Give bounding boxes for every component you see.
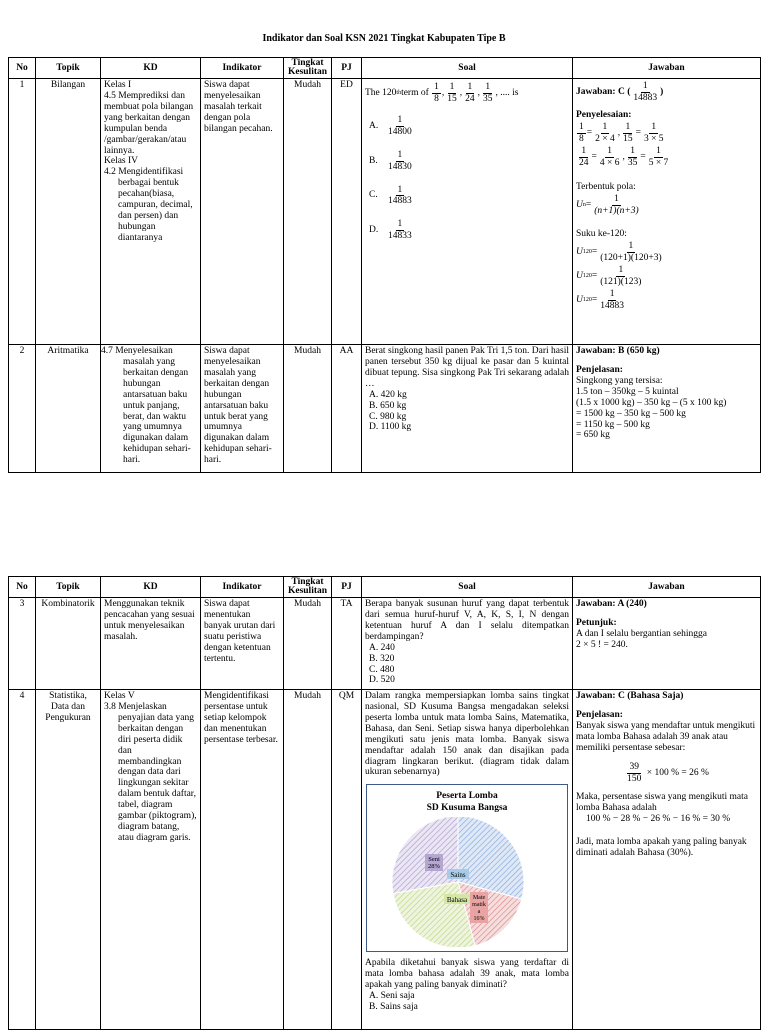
- option-c: C. 980 kg: [369, 411, 407, 422]
- row-jawaban: [573, 79, 761, 345]
- explanation-line: Singkong yang tersisa:: [576, 375, 663, 386]
- table-2: [8, 576, 761, 1030]
- kd-text: 3.8 Menjelaskan penyajian data yang berkaitan dengan diri peserta didik dan membandingkan dengan data dari lingkungan sekitar dalam bentuk daftar, tabel, diagram gambar (piktogram), diagram batang, atau diagram garis.: [104, 701, 197, 843]
- row-pj: QM: [332, 690, 362, 1030]
- row-soal: [362, 598, 573, 690]
- fraction: $\frac{1}{35}$: [483, 82, 493, 104]
- question-text: Dalam rangka mempersiapkan lomba sains tingkat nasional, SD Kusuma Bangsa mengadakan seleksi peserta lomba untuk mata lomba Sains, Matematika, Bahasa, dan Seni. Setiap siswa hanya diperbolehkan mengikuti satu jenis mata lomba. Banyak siswa mendaftar adalah 150 anak dan disajikan pada diagram lingkaran berikut. (diagram tidak dalam ukuran sebenarnya): [365, 691, 569, 778]
- option-b: B. 650 kg: [369, 400, 407, 411]
- header-kd: KD: [101, 58, 201, 79]
- option-a: A. Seni saja: [369, 991, 415, 1002]
- row-indikator: Siswa dapat menentukan banyak urutan dari suatu peristiwa dengan ketentuan tertentu.: [201, 598, 284, 690]
- percentage-formula: $\frac{39}{150}$ × 100 % = 26 %: [627, 761, 709, 784]
- row-soal: [362, 690, 573, 1030]
- answer-line: Jawaban: C ( $\frac{1}{14883}$ ): [576, 81, 664, 103]
- term-formula: U 120 = $\frac{1}{14883}$: [576, 288, 624, 311]
- kd-class-label: Kelas IV: [104, 156, 139, 167]
- solution-fractions: $\frac{1}{24}$ = $\frac{1}{4 \times 6}$ , $\frac{1}{35}$ = $\frac{1}{5 \times 7}$: [579, 145, 669, 168]
- option-b: B. $\frac{1}{14830}$: [369, 149, 412, 172]
- explanation-text: Banyak siswa yang mendaftar untuk mengikuti mata lomba Bahasa adalah 39 anak atau memiliki persentase sebesar:: [576, 720, 756, 753]
- pie-slice-seni: [392, 817, 458, 893]
- row-topik: Statistika, Data dan Pengukuran: [36, 690, 101, 1030]
- option-b: B. Sains saja: [369, 1002, 418, 1013]
- option-d: D. $\frac{1}{14833}$: [369, 219, 412, 242]
- explanation-text: Maka, persentase siswa yang mengikuti mata lomba Bahasa adalah: [576, 792, 749, 814]
- row-tingkat: Mudah: [284, 690, 332, 1030]
- pattern-label: Terbentuk pola:: [576, 182, 636, 193]
- table-header-row: [9, 58, 761, 79]
- row-pj: TA: [332, 598, 362, 690]
- table-row: [9, 690, 761, 1030]
- row-kd: 4.7 Menyelesaikan masalah yang berkaitan dengan hubungan antarsatuan baku untuk panjang, berat, dan waktu yang umumnya digunakan dalam kehidupan sehari-hari.: [101, 345, 201, 473]
- pie-label-bahasa: Bahasa: [446, 896, 468, 905]
- table-1: [8, 57, 761, 473]
- row-jawaban: [573, 598, 761, 690]
- row-jawaban: [573, 690, 761, 1030]
- row-pj: ED: [332, 79, 362, 345]
- header-indikator: Indikator: [201, 577, 284, 598]
- kd-text: 4.5 Memprediksi dan membuat pola bilangan yang berkaitan dengan kumpulan benda /gambar/gerakan/atau lainnya.: [104, 90, 194, 156]
- row-tingkat: Mudah: [284, 79, 332, 345]
- option-c: C. $\frac{1}{14883}$: [369, 184, 412, 207]
- explanation-line: = 1500 kg – 350 kg – 500 kg: [576, 408, 686, 419]
- row-kd: Menggunakan teknik pencacahan yang sesuai untuk menyelesaikan masalah.: [101, 598, 201, 690]
- row-soal: [362, 79, 573, 345]
- answer-line: Jawaban: B (650 kg): [576, 346, 660, 356]
- header-indikator: Indikator: [201, 58, 284, 79]
- header-topik: Topik: [36, 577, 101, 598]
- explanation-line: = 650 kg: [576, 430, 610, 441]
- question-text: The 120 th term of $\frac{1}{8}$ , $\frac{1}{15}$ , $\frac{1}{24}$ , $\frac{1}{35}$ , .... is: [365, 82, 519, 104]
- option-a: A. 240: [369, 642, 395, 653]
- solution-label: Penyelesaian:: [576, 109, 632, 120]
- question-text: Berapa banyak susunan huruf yang dapat terbentuk dari semua huruf-huruf V, A, K, S, I, N dengan ketentuan huruf A dan I selalu ditempatkan berdampingan?: [365, 599, 569, 642]
- explanation-line: 1.5 ton – 350kg – 5 kuintal: [576, 386, 679, 397]
- row-number: 4: [9, 690, 36, 1030]
- fraction: $\frac{1}{24}$: [465, 82, 475, 104]
- table-row: [9, 79, 761, 345]
- table-header-row: [9, 577, 761, 598]
- hint-line: 2 × 5 ! = 240.: [576, 639, 628, 650]
- row-number: 2: [9, 345, 36, 473]
- header-pj: PJ: [332, 58, 362, 79]
- row-topik: Kombinatorik: [36, 598, 101, 690]
- document-title: Indikator dan Soal KSN 2021 Tingkat Kabupaten Tipe B: [262, 33, 506, 44]
- header-topik: Topik: [36, 58, 101, 79]
- header-tingkat: Tingkat Kesulitan: [284, 577, 332, 598]
- term-label: Suku ke-120:: [576, 229, 627, 240]
- header-tingkat: Tingkat Kesulitan: [284, 58, 332, 79]
- pie-label-sains: Sains: [450, 871, 466, 880]
- option-d: D. 1100 kg: [369, 422, 412, 433]
- option-d: D. 520: [369, 675, 395, 686]
- table-row: [9, 598, 761, 690]
- row-jawaban: [573, 345, 761, 473]
- row-tingkat: Mudah: [284, 598, 332, 690]
- explanation-label: Penjelasan:: [576, 709, 623, 720]
- option-c: C. 480: [369, 664, 395, 675]
- pie-chart-box: [366, 784, 568, 952]
- kd-class-label: Kelas V: [104, 691, 135, 701]
- conclusion-text: Jadi, mata lomba apakah yang paling banyak diminati adalah Bahasa (30%).: [576, 837, 747, 859]
- row-soal: [362, 345, 573, 473]
- question-text-after: Apabila diketahui banyak siswa yang terdaftar di mata lomba bahasa adalah 39 anak, mata lomba apakah yang paling banyak diminati?: [365, 958, 569, 991]
- pie-label-seni: Seni 28%: [428, 856, 440, 871]
- row-number: 1: [9, 79, 36, 345]
- option-a: A. 420 kg: [369, 389, 407, 400]
- header-jawaban: Jawaban: [573, 58, 761, 79]
- header-no: No: [9, 58, 36, 79]
- fraction: $\frac{1}{15}$: [447, 82, 457, 104]
- option-b: B. 320: [369, 653, 395, 664]
- row-pj: AA: [332, 345, 362, 473]
- header-kd: KD: [101, 577, 201, 598]
- pattern-formula: U n = $\frac{1}{(n+1)(n+3)}$: [576, 194, 639, 217]
- header-soal: Soal: [362, 58, 573, 79]
- kd-class-label: Kelas I: [104, 80, 132, 90]
- row-kd: [101, 79, 201, 345]
- header-jawaban: Jawaban: [573, 577, 761, 598]
- question-text: Berat singkong hasil panen Pak Tri 1,5 ton. Dari hasil panen tersebut 350 kg dijual ke pasar dan 5 kuintal dibuat tepung. Sisa singkong Pak Tri sekarang adalah …: [365, 346, 569, 389]
- fraction: $\frac{1}{8}$: [434, 82, 439, 104]
- explanation-label: Penjelasan:: [576, 364, 623, 375]
- header-no: No: [9, 577, 36, 598]
- kd-text: 4.2 Mengidentifikasi berbagai bentuk pecahan(biasa, campuran, decimal, dan persen) dan hubungan diantaranya: [104, 167, 193, 243]
- row-topik: Aritmatika: [36, 345, 101, 473]
- solution-fractions: $\frac{1}{8}$ = $\frac{1}{2 \times 4}$ , $\frac{1}{15}$ = $\frac{1}{3 \times 5}$: [579, 121, 664, 144]
- explanation-line: = 1150 kg – 500 kg: [576, 419, 650, 430]
- term-formula: U 120 = $\frac{1}{(120+1)(120+3)}$: [576, 241, 662, 264]
- row-indikator: Siswa dapat menyelesaikan masalah yang berkaitan dengan hubungan antarsatuan baku untuk berat yang umumnya digunakan dalam kehidupan sehari-hari.: [201, 345, 284, 473]
- row-indikator: Siswa dapat menyelesaikan masalah terkait dengan pola bilangan pecahan.: [201, 79, 284, 345]
- chart-title: Peserta Lomba SD Kusuma Bangsa: [426, 791, 508, 813]
- option-a: A. $\frac{1}{14800}$: [369, 114, 412, 137]
- hint-line: A dan I selalu bergantian sehingga: [576, 628, 707, 639]
- pie-label-matematika: Mate matik a 16%: [472, 895, 486, 923]
- answer-line: Jawaban: C (Bahasa Saja): [576, 691, 684, 701]
- row-kd: [101, 690, 201, 1030]
- row-number: 3: [9, 598, 36, 690]
- row-tingkat: Mudah: [284, 345, 332, 473]
- header-pj: PJ: [332, 577, 362, 598]
- hint-label: Petunjuk:: [576, 617, 617, 628]
- pie-chart: [367, 817, 572, 947]
- table-row: [9, 345, 761, 473]
- row-topik: Bilangan: [36, 79, 101, 345]
- header-soal: Soal: [362, 577, 573, 598]
- explanation-line: (1.5 x 1000 kg) – 350 kg – (5 x 100 kg): [576, 397, 727, 408]
- answer-line: Jawaban: A (240): [576, 599, 647, 609]
- row-indikator: Mengidentifikasi persentase untuk setiap kelompok dan menentukan persentase terbesar.: [201, 690, 284, 1030]
- percentage-equation: 100 % − 28 % − 26 % − 16 % = 30 %: [586, 814, 731, 825]
- term-formula: U 120 = $\frac{1}{(121)(123)}$: [576, 264, 642, 287]
